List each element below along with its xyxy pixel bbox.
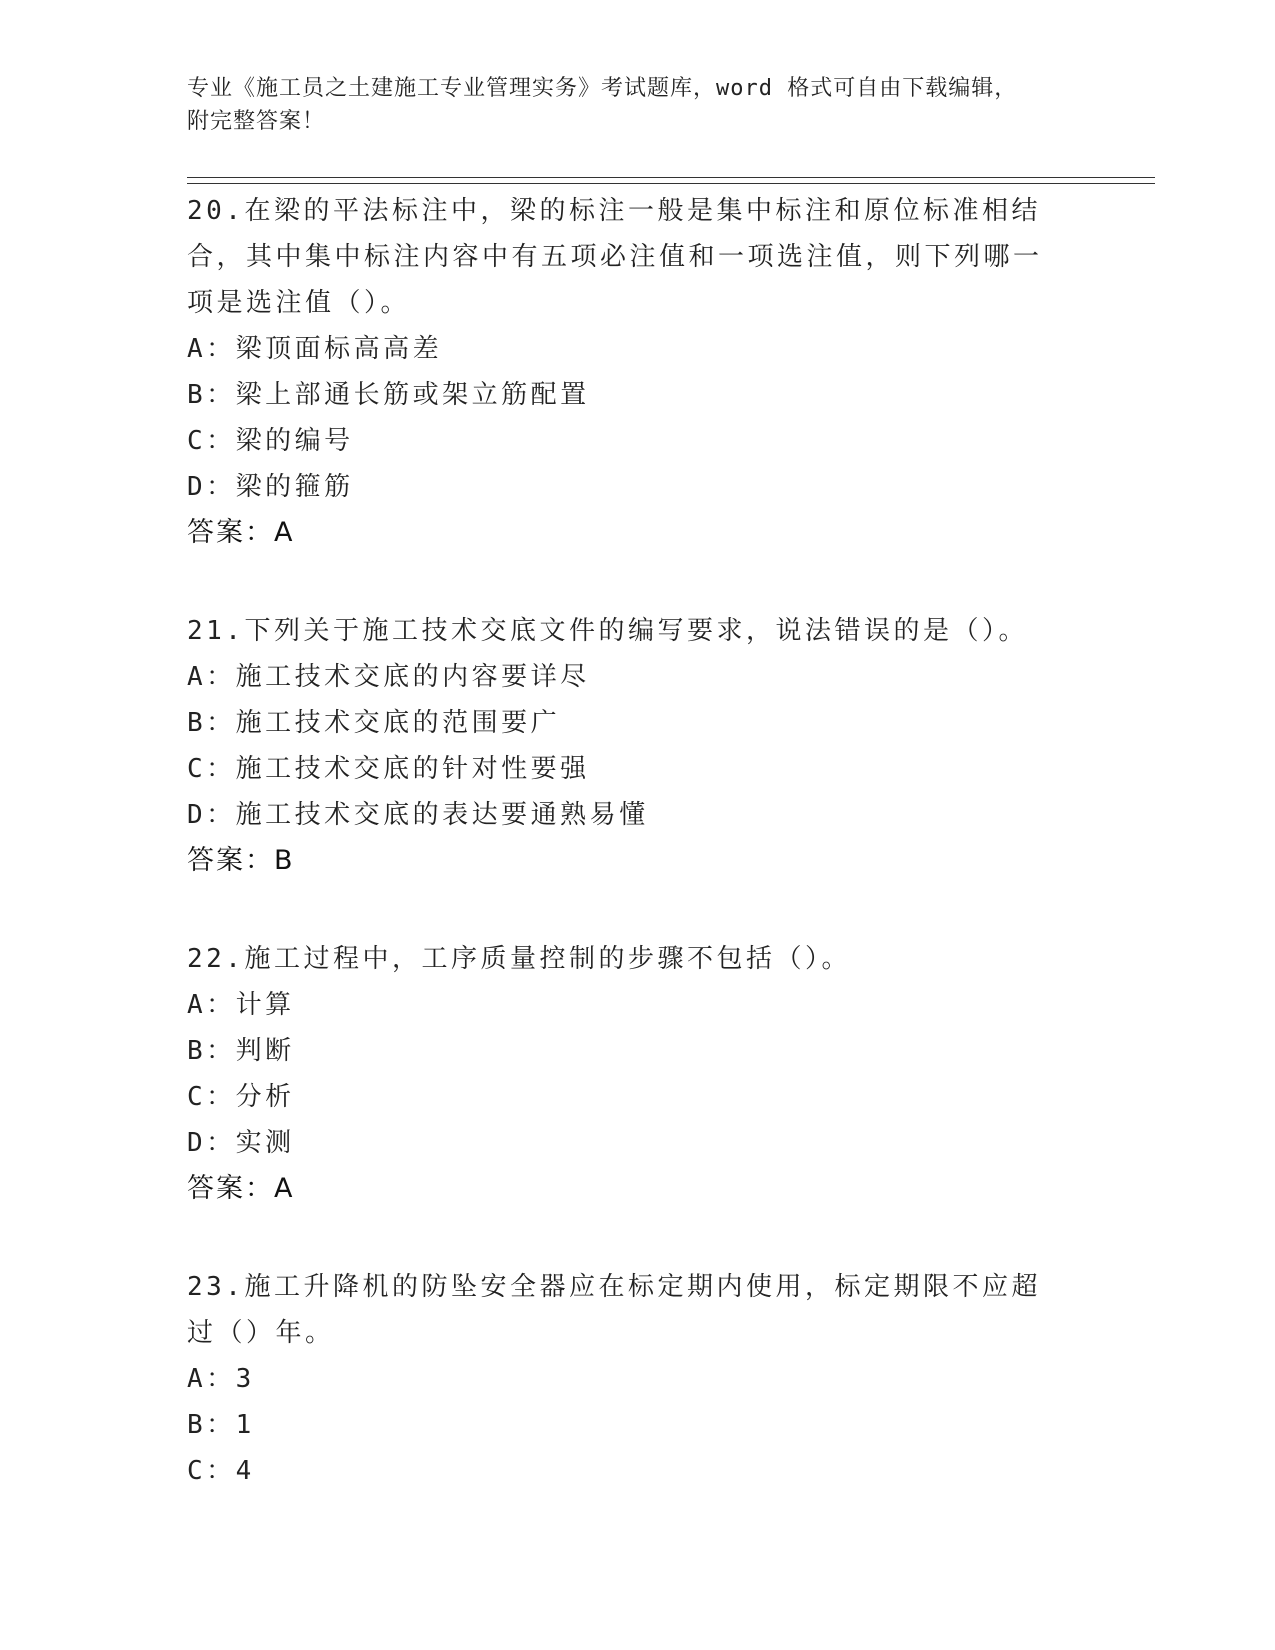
option-b: B：判断 <box>187 1036 295 1066</box>
question-22 <box>187 936 1155 1212</box>
question-stem: 23.施工升降机的防坠安全器应在标定期内使用，标定期限不应超过（）年。 <box>187 1272 1041 1348</box>
document-header <box>187 72 1047 138</box>
answer-label: 答案：A <box>187 517 295 548</box>
option-a: A：计算 <box>187 990 295 1020</box>
question-23 <box>187 1264 1155 1494</box>
answer-label: 答案：B <box>187 845 295 876</box>
option-b: B：1 <box>187 1410 255 1440</box>
question-20 <box>187 188 1155 556</box>
question-list <box>187 188 1155 1494</box>
option-c: C：梁的编号 <box>187 426 354 456</box>
option-d: D：梁的箍筋 <box>187 472 354 502</box>
header-divider <box>187 177 1155 184</box>
question-stem: 21.下列关于施工技术交底文件的编写要求，说法错误的是（）。 <box>187 616 1028 646</box>
option-c: C：4 <box>187 1456 255 1486</box>
option-d: D：施工技术交底的表达要通熟易懂 <box>187 800 649 830</box>
answer-label: 答案：A <box>187 1173 295 1204</box>
question-stem: 20.在梁的平法标注中，梁的标注一般是集中标注和原位标准相结合，其中集中标注内容中有五项必注值和一项选注值，则下列哪一项是选注值（）。 <box>187 196 1043 318</box>
option-a: A：3 <box>187 1364 255 1394</box>
option-a: A：梁顶面标高高差 <box>187 334 443 364</box>
header-line-1: 专业《施工员之土建施工专业管理实务》考试题库，word 格式可自由下载编辑， <box>187 76 1018 101</box>
option-c: C：分析 <box>187 1082 295 1112</box>
option-d: D：实测 <box>187 1128 295 1158</box>
option-c: C：施工技术交底的针对性要强 <box>187 754 590 784</box>
header-line-2: 附完整答案！ <box>187 109 326 134</box>
question-21 <box>187 608 1155 884</box>
option-a: A：施工技术交底的内容要详尽 <box>187 662 590 692</box>
option-b: B：梁上部通长筋或架立筋配置 <box>187 380 590 410</box>
option-b: B：施工技术交底的范围要广 <box>187 708 561 738</box>
question-stem: 22.施工过程中，工序质量控制的步骤不包括（）。 <box>187 944 851 974</box>
